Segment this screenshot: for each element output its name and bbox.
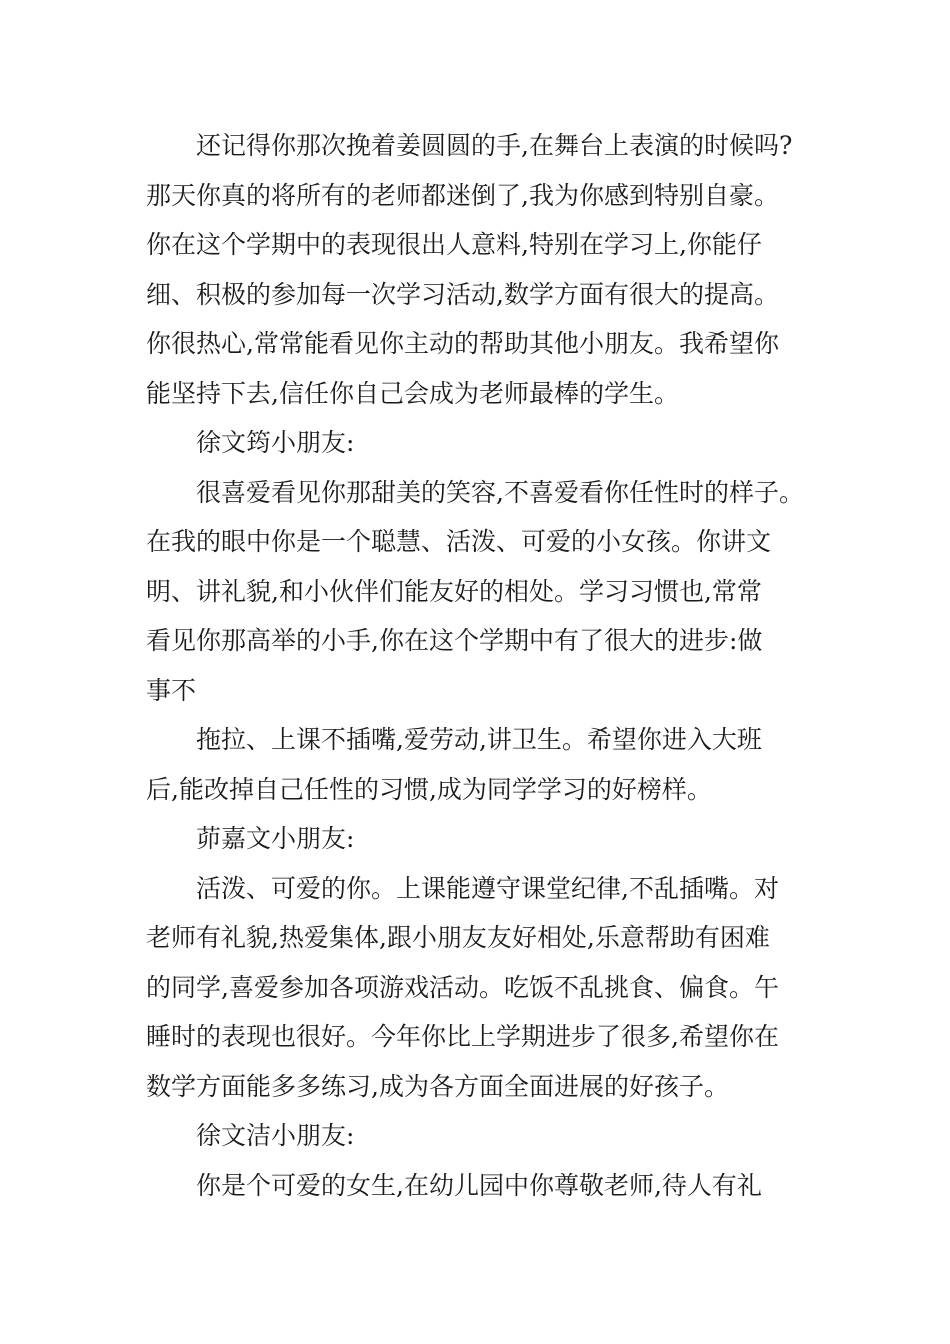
recipient-name-2: 茆嘉文小朋友: (196, 824, 355, 853)
paragraph-4: 活泼、可爱的你。上课能遵守课堂纪律,不乱插嘴。对 老师有礼貌,热爱集体,跟小朋友友好相处,乐意帮助有困难 的同学,喜爱参加各项游戏活动。吃饭不乱挑食、偏食。午 睡时的表现也很好。今年你比上学期进步了很多,希望你在 数学方面能多多练习,成为各方面全面进展的好孩子。 (146, 873, 779, 1101)
recipient-name-3: 徐文洁小朋友: (196, 1121, 355, 1150)
paragraph-2: 很喜爱看见你那甜美的笑容,不喜爱看你任性时的样子。 在我的眼中你是一个聪慧、活泼、可爱的小女孩。你讲文 明、讲礼貌,和小伙伴们能友好的相处。学习习惯也,常常 看见你那高举的小手,你在这个学期中有了很大的进步:做 事不 (146, 477, 804, 705)
paragraph-1: 还记得你那次挽着姜圆圆的手,在舞台上表演的时候吗? 那天你真的将所有的老师都迷倒了,我为你感到特别自豪。 你在这个学期中的表现很出人意料,特别在学习上,你能仔 细、积极的参加每一次学习活动,数学方面有很大的提高。 你很热心,常常能看见你主动的帮助其他小朋友。我希望你 能坚持下去,信任你自己会成为老师最棒的学生。 (146, 131, 793, 408)
recipient-name-1: 徐文筠小朋友: (196, 428, 355, 457)
paragraph-3: 拖拉、上课不插嘴,爱劳动,讲卫生。希望你进入大班 后,能改掉自己任性的习惯,成为同学学习的好榜样。 (146, 725, 762, 804)
document-body (146, 121, 830, 1210)
paragraph-5: 你是个可爱的女生,在幼儿园中你尊敬老师,待人有礼 (196, 1170, 762, 1200)
